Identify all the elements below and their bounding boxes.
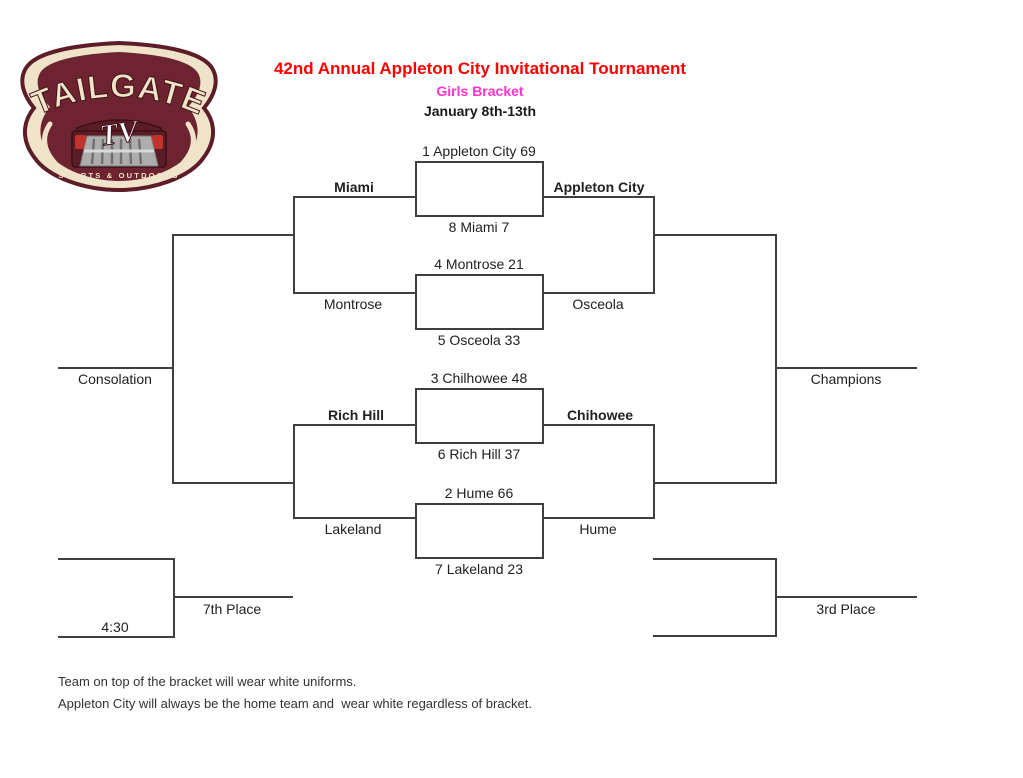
game4-left-line [293, 517, 415, 519]
right-upper-exit-line [653, 234, 775, 236]
game1-loser-label: Miami [334, 179, 374, 195]
game-time-label: 4:30 [101, 619, 129, 635]
seventh-place-top-line [58, 558, 173, 560]
third-place-label: 3rd Place [816, 601, 876, 617]
seventh-place-bottom-line [58, 636, 173, 638]
logo-wordmark: TAILGATE [26, 66, 212, 122]
game2-top-team: 4 Montrose 21 [434, 256, 524, 272]
home-team-note: Appleton City will always be the home team and wear white regardless of bracket. [58, 696, 533, 711]
tournament-dates: January 8th-13th [423, 103, 537, 119]
game4-winner-label: Hume [579, 521, 617, 537]
game3-box [415, 388, 544, 444]
game1-left-line [293, 196, 415, 198]
game2-left-line [293, 292, 415, 294]
consolation-line [58, 367, 172, 369]
game1-right-line [544, 196, 653, 198]
third-place-exit-line [775, 596, 917, 598]
game2-bottom-team: 5 Osceola 33 [437, 332, 521, 348]
game4-right-line [544, 517, 653, 519]
logo-tv-text: TV [97, 114, 141, 153]
game3-winner-label: Chihowee [566, 407, 634, 423]
left-main-connector [172, 234, 174, 484]
seventh-place-exit-line [173, 596, 293, 598]
right-lower-connector [653, 424, 655, 519]
right-upper-connector [653, 196, 655, 294]
uniform-note: Team on top of the bracket will wear white uniforms. [58, 674, 357, 689]
game3-loser-label: Rich Hill [327, 407, 385, 423]
game2-winner-label: Osceola [572, 296, 624, 312]
tournament-title: 42nd Annual Appleton City Invitational Tournament [273, 59, 687, 78]
game3-top-team: 3 Chilhowee 48 [430, 370, 528, 386]
game3-left-line [293, 424, 415, 426]
game1-bottom-team: 8 Miami 7 [448, 219, 510, 235]
left-upper-exit-line [172, 234, 293, 236]
third-place-top-line [653, 558, 775, 560]
game1-box [415, 161, 544, 217]
game4-box [415, 503, 544, 559]
left-upper-connector [293, 196, 295, 294]
right-main-connector [775, 234, 777, 484]
seventh-place-label: 7th Place [202, 601, 262, 617]
game2-box [415, 274, 544, 330]
game4-bottom-team: 7 Lakeland 23 [435, 561, 523, 577]
bracket-subtitle: Girls Bracket [436, 83, 524, 99]
game3-right-line [544, 424, 653, 426]
logo-banner-text: SPORTS & OUTDOORS [58, 171, 180, 180]
third-place-bottom-line [653, 635, 775, 637]
game2-right-line [544, 292, 653, 294]
left-lower-exit-line [172, 482, 293, 484]
champions-line [775, 367, 917, 369]
champions-label: Champions [810, 371, 882, 387]
game4-top-team: 2 Hume 66 [444, 485, 514, 501]
right-lower-exit-line [653, 482, 775, 484]
seventh-place-connector [173, 558, 175, 638]
consolation-label: Consolation [78, 371, 152, 387]
game1-winner-label: Appleton City [553, 179, 645, 195]
left-lower-connector [293, 424, 295, 519]
game2-loser-label: Montrose [323, 296, 383, 312]
game4-loser-label: Lakeland [324, 521, 382, 537]
game1-top-team: 1 Appleton City 69 [422, 143, 536, 159]
game3-bottom-team: 6 Rich Hill 37 [437, 446, 521, 462]
